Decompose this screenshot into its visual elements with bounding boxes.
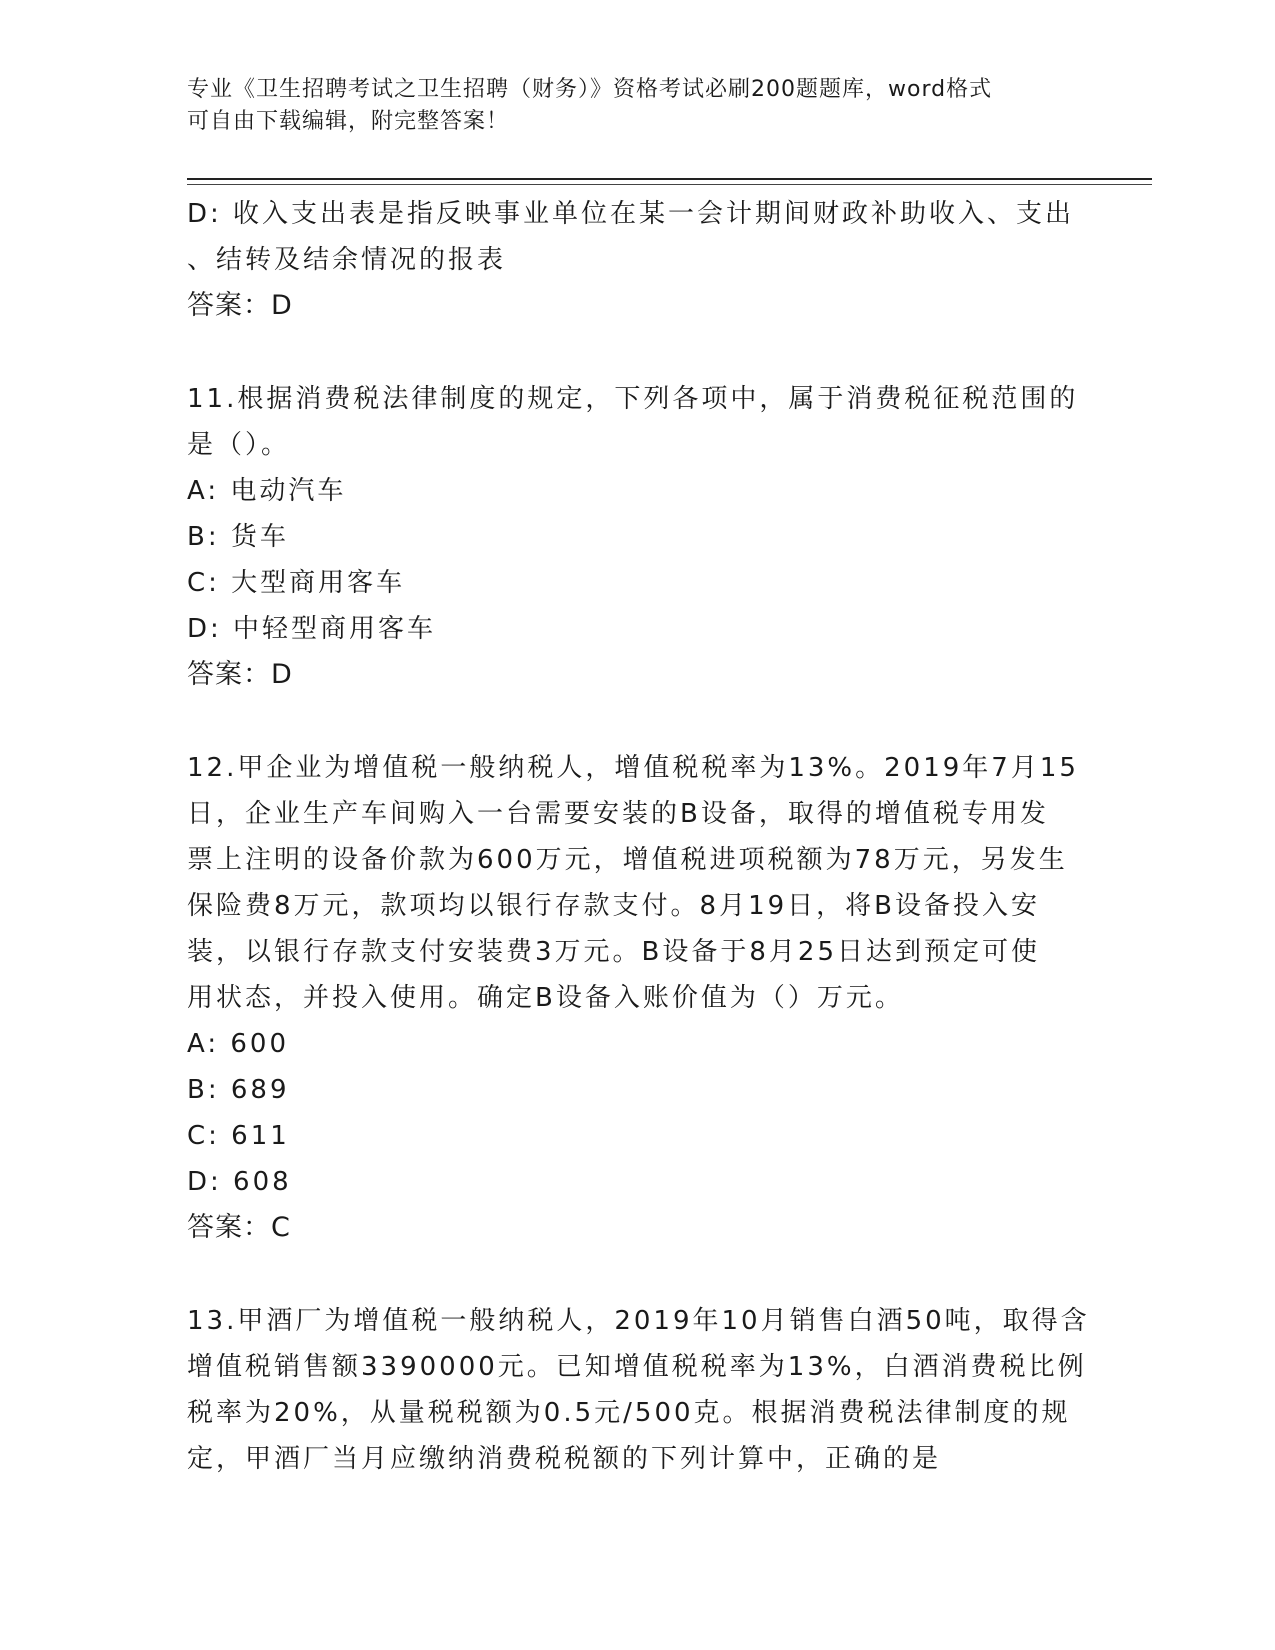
question-12 bbox=[187, 745, 1087, 1251]
answer: 答案：C bbox=[187, 1212, 291, 1243]
header-rule-thick bbox=[187, 178, 1152, 180]
spacer bbox=[187, 1251, 1087, 1298]
question-stem-line: 定，甲酒厂当月应缴纳消费税税额的下列计算中，正确的是 bbox=[187, 1444, 942, 1474]
question-stem-line: 保险费8万元，款项均以银行存款支付。8月19日，将B设备投入安 bbox=[187, 891, 1041, 921]
question-11 bbox=[187, 376, 1087, 698]
answer: 答案：D bbox=[187, 659, 293, 690]
question-13 bbox=[187, 1298, 1090, 1482]
spacer bbox=[187, 698, 1087, 745]
option-c: C: 611 bbox=[187, 1121, 290, 1151]
question-stem-line: 11.根据消费税法律制度的规定，下列各项中，属于消费税征税范围的 bbox=[187, 384, 1079, 414]
prev-option-d-line-1: D: 收入支出表是指反映事业单位在某一会计期间财政补助收入、支出 bbox=[187, 199, 1075, 229]
question-stem-line: 税率为20%，从量税税额为0.5元/500克。根据消费税法律制度的规 bbox=[187, 1398, 1071, 1428]
question-stem-line: 是（）。 bbox=[187, 430, 291, 460]
option-d: D: 中轻型商用客车 bbox=[187, 614, 437, 644]
prev-answer: 答案：D bbox=[187, 290, 293, 321]
option-c: C: 大型商用客车 bbox=[187, 568, 406, 598]
question-stem-line: 13.甲酒厂为增值税一般纳税人，2019年10月销售白酒50吨，取得含 bbox=[187, 1306, 1090, 1336]
question-stem-line: 增值税销售额3390000元。已知增值税税率为13%，白酒消费税比例 bbox=[187, 1352, 1087, 1382]
question-stem-line: 用状态，并投入使用。确定B设备入账价值为（）万元。 bbox=[187, 983, 904, 1013]
prev-option-d-line-2: 、结转及结余情况的报表 bbox=[187, 245, 507, 275]
header-title-line-1: 专业《卫生招聘考试之卫生招聘（财务）》资格考试必刷200题题库，word格式 bbox=[187, 77, 993, 102]
option-a: A: 电动汽车 bbox=[187, 476, 347, 506]
question-stem-line: 装，以银行存款支付安装费3万元。B设备于8月25日达到预定可使 bbox=[187, 937, 1041, 967]
question-stem-line: 票上注明的设备价款为600万元，增值税进项税额为78万元，另发生 bbox=[187, 845, 1068, 875]
option-b: B: 货车 bbox=[187, 522, 289, 552]
question-stem-line: 日，企业生产车间购入一台需要安装的B设备，取得的增值税专用发 bbox=[187, 799, 1049, 829]
document-header bbox=[187, 74, 1087, 138]
header-rule-thin bbox=[187, 184, 1152, 185]
question-content bbox=[187, 191, 1090, 1482]
option-a: A: 600 bbox=[187, 1029, 289, 1059]
header-title-line-2: 可自由下载编辑，附完整答案！ bbox=[187, 109, 510, 134]
option-b: B: 689 bbox=[187, 1075, 290, 1105]
option-d: D: 608 bbox=[187, 1167, 292, 1197]
spacer bbox=[187, 329, 1087, 376]
question-stem-line: 12.甲企业为增值税一般纳税人，增值税税率为13%。2019年7月15 bbox=[187, 753, 1079, 783]
